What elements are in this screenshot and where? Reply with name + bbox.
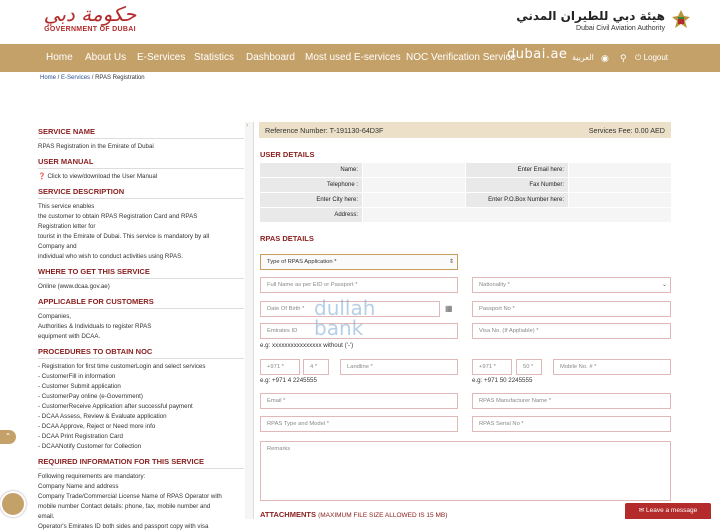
- rpas-application-type-value: Type of RPAS Application *: [267, 259, 337, 265]
- nationality-value: Nationality *: [479, 282, 510, 288]
- city-label: Enter City here:: [260, 193, 362, 207]
- logout-label: Logout: [643, 53, 669, 62]
- required-line: Company Name and address: [38, 483, 119, 490]
- procedures-text: [38, 362, 244, 452]
- required-line: Company Trade/Commercial License Name of RPAS Operator with: [38, 493, 222, 500]
- pobox-label: Enter P.O.Box Number here:: [466, 193, 568, 207]
- required-line: Operator's Emirates ID both sides and passport copy with visa: [38, 523, 209, 530]
- scroll-up-button[interactable]: [0, 430, 16, 444]
- email-label: Enter Email here:: [466, 163, 568, 177]
- rpas-type-model-input[interactable]: RPAS Type and Model *: [260, 416, 458, 432]
- search-icon[interactable]: ⚲: [620, 53, 627, 63]
- user-manual-heading: USER MANUAL: [38, 155, 244, 169]
- email-value: [569, 163, 671, 177]
- where-to-get-text: Online (www.dcaa.gov.ae): [38, 283, 110, 290]
- dcaa-name-english: Dubai Civil Aviation Authority: [576, 25, 665, 32]
- sidebar-toggle[interactable]: [245, 122, 254, 519]
- rpas-serial-input[interactable]: RPAS Serial No *: [472, 416, 671, 432]
- emirates-id-hint: e.g: xxxxxxxxxxxxxxxx without ('-'): [260, 342, 354, 349]
- breadcrumb: Home / E-Services / RPAS Registration: [40, 75, 145, 81]
- nav-home[interactable]: Home: [46, 52, 73, 63]
- procedure-line: - DCAA Assess, Review & Evaluate application: [38, 413, 167, 420]
- watermark: dullah bank: [314, 296, 376, 340]
- landline-area-code-input[interactable]: 4 *: [303, 359, 329, 375]
- fax-label: Fax Number:: [466, 178, 568, 192]
- table-row: [260, 208, 671, 223]
- table-row: [260, 163, 671, 178]
- landline-country-code-input[interactable]: +971 *: [260, 359, 300, 375]
- mobile-area-code-input[interactable]: 50 *: [516, 359, 542, 375]
- procedures-heading: PROCEDURES TO OBTAIN NOC: [38, 345, 244, 359]
- attachments-title: ATTACHMENTS: [260, 510, 316, 519]
- service-description-text: [38, 202, 244, 262]
- mobile-hint: e.g: +971 50 2245555: [472, 377, 533, 384]
- rpas-application-type-select[interactable]: [260, 254, 458, 270]
- user-details-table: [260, 163, 671, 223]
- pobox-value: [569, 193, 671, 207]
- logout-button[interactable]: [635, 44, 668, 72]
- services-fee: Services Fee: 0.00 AED: [588, 126, 665, 135]
- reference-number: Reference Number: T-191130-64D3F: [265, 126, 384, 135]
- emirates-id-input[interactable]: Emirates ID: [260, 323, 458, 339]
- landline-input[interactable]: Landline *: [340, 359, 458, 375]
- attachments-heading: [260, 510, 447, 519]
- name-label: Name:: [260, 163, 362, 177]
- chevron-right-icon: ›: [246, 122, 249, 129]
- gov-logo-arabic: حكومة دبي: [43, 2, 137, 26]
- user-manual-link[interactable]: [38, 172, 244, 182]
- dcaa-name-arabic: هيئة دبي للطيران المدني: [516, 9, 665, 23]
- accessibility-icon[interactable]: ◉: [601, 53, 609, 63]
- service-name-text: RPAS Registration in the Emirate of Dubai: [38, 143, 154, 150]
- procedure-line: - Registration for first time customerLogin and select services: [38, 363, 206, 370]
- chat-bubble-icon: ✉: [638, 507, 646, 514]
- name-value: [363, 163, 465, 177]
- procedure-line: - DCAA Approve, Reject or Need more info: [38, 423, 156, 430]
- required-line: email.: [38, 513, 55, 520]
- uae-emblem-icon: [670, 8, 692, 32]
- procedure-line: - DCAANotify Customer for Collection: [38, 443, 142, 450]
- breadcrumb-eservices[interactable]: E-Services: [61, 75, 91, 81]
- nav-noc-verification[interactable]: NOC Verification Service: [406, 52, 517, 63]
- city-value: [363, 193, 465, 207]
- desc-line: Company and: [38, 243, 77, 250]
- applicable-customers-heading: APPLICABLE FOR CUSTOMERS: [38, 295, 244, 309]
- nationality-select[interactable]: [472, 277, 671, 293]
- date-of-birth-input[interactable]: Date Of Birth *: [260, 301, 440, 317]
- address-value: [363, 208, 671, 222]
- procedure-line: - CustomerReceive Application after successful payment: [38, 403, 193, 410]
- telephone-value: [363, 178, 465, 192]
- desc-line: This service enables: [38, 203, 95, 210]
- nav-statistics[interactable]: Statistics: [194, 52, 235, 63]
- desc-line: tourist in the Emirate of Dubai. This service is mandatory by all: [38, 233, 210, 240]
- procedure-line: - CustomerPay online (e-Government): [38, 393, 143, 400]
- chevron-down-icon: ⌄: [661, 282, 667, 288]
- updown-icon: ⇕: [448, 259, 454, 265]
- rpas-manufacturer-input[interactable]: RPAS Manufacturer Name *: [472, 393, 671, 409]
- remarks-textarea[interactable]: Remarks: [260, 441, 671, 501]
- leave-message-button[interactable]: [625, 503, 711, 519]
- breadcrumb-current: RPAS Registration: [95, 75, 145, 81]
- attachments-subtitle: (MAXIMUM FILE SIZE ALLOWED IS 15 MB): [318, 512, 448, 519]
- question-icon: ❓: [38, 173, 48, 180]
- government-of-dubai-logo[interactable]: [40, 4, 140, 33]
- nav-e-services[interactable]: E-Services: [137, 52, 186, 63]
- mobile-input[interactable]: Mobile No. # *: [553, 359, 671, 375]
- chevron-up-icon: ⌃: [4, 432, 12, 441]
- landline-hint: e.g: +971 4 2245555: [260, 377, 317, 384]
- applicable-line: Authorities & Individuals to register RPAS: [38, 323, 152, 330]
- required-info-heading: REQUIRED INFORMATION FOR THIS SERVICE: [38, 455, 244, 469]
- required-line: mobile number Contact details: phone, fax, mobile number and: [38, 503, 211, 510]
- full-name-input[interactable]: Full Name as per EID or Passport *: [260, 277, 458, 293]
- nav-dashboard[interactable]: Dashboard: [246, 52, 295, 63]
- reference-bar: [259, 122, 671, 138]
- email-input[interactable]: Email *: [260, 393, 458, 409]
- fax-value: [569, 178, 671, 192]
- required-info-text: [38, 472, 244, 532]
- procedure-line: - CustomerFill in information: [38, 373, 116, 380]
- logout-icon: ⏻: [635, 53, 644, 62]
- service-name-heading: SERVICE NAME: [38, 125, 244, 139]
- desc-line: Registration letter for: [38, 223, 96, 230]
- service-info-sidebar: [38, 122, 244, 530]
- calendar-icon[interactable]: ▦: [445, 304, 453, 313]
- desc-line: the customer to obtain RPAS Registration Card and RPAS: [38, 213, 198, 220]
- leave-message-label: Leave a message: [645, 507, 698, 514]
- breadcrumb-home[interactable]: Home: [40, 75, 57, 81]
- rpas-details-heading: RPAS DETAILS: [260, 234, 314, 243]
- procedure-line: - Customer Submit application: [38, 383, 121, 390]
- telephone-label: Telephone :: [260, 178, 362, 192]
- visa-number-input[interactable]: Visa No. (If Appliable) *: [472, 323, 671, 339]
- table-row: [260, 178, 671, 193]
- required-line: Following requirements are mandatory:: [38, 473, 146, 480]
- user-manual-link-text: Click to view/download the User Manual: [47, 173, 158, 180]
- chat-widget-button[interactable]: [0, 491, 26, 517]
- address-label: Address:: [260, 208, 362, 222]
- procedure-line: - DCAA Print Registration Card: [38, 433, 123, 440]
- nav-most-used-eservices[interactable]: Most used E-services: [305, 52, 401, 63]
- service-description-heading: SERVICE DESCRIPTION: [38, 185, 244, 199]
- passport-number-input[interactable]: Passport No *: [472, 301, 671, 317]
- top-header: [0, 0, 720, 44]
- main-navbar: [0, 44, 720, 72]
- nav-about-us[interactable]: About Us: [85, 52, 127, 63]
- dubai-ae-link[interactable]: dubai.ae: [507, 47, 568, 62]
- dcaa-logo[interactable]: [516, 9, 665, 32]
- applicable-line: Companies,: [38, 313, 72, 320]
- applicable-line: equipment with DCAA.: [38, 333, 101, 340]
- gov-logo-english: GOVERNMENT OF DUBAI: [44, 26, 136, 33]
- applicable-customers-text: [38, 312, 244, 342]
- arabic-language-link[interactable]: العربية: [572, 53, 594, 62]
- where-to-get-heading: WHERE TO GET THIS SERVICE: [38, 265, 244, 279]
- mobile-country-code-input[interactable]: +971 *: [472, 359, 512, 375]
- user-details-heading: USER DETAILS: [260, 150, 315, 159]
- table-row: [260, 193, 671, 208]
- desc-line: individual who wish to conduct activities using RPAS.: [38, 253, 184, 260]
